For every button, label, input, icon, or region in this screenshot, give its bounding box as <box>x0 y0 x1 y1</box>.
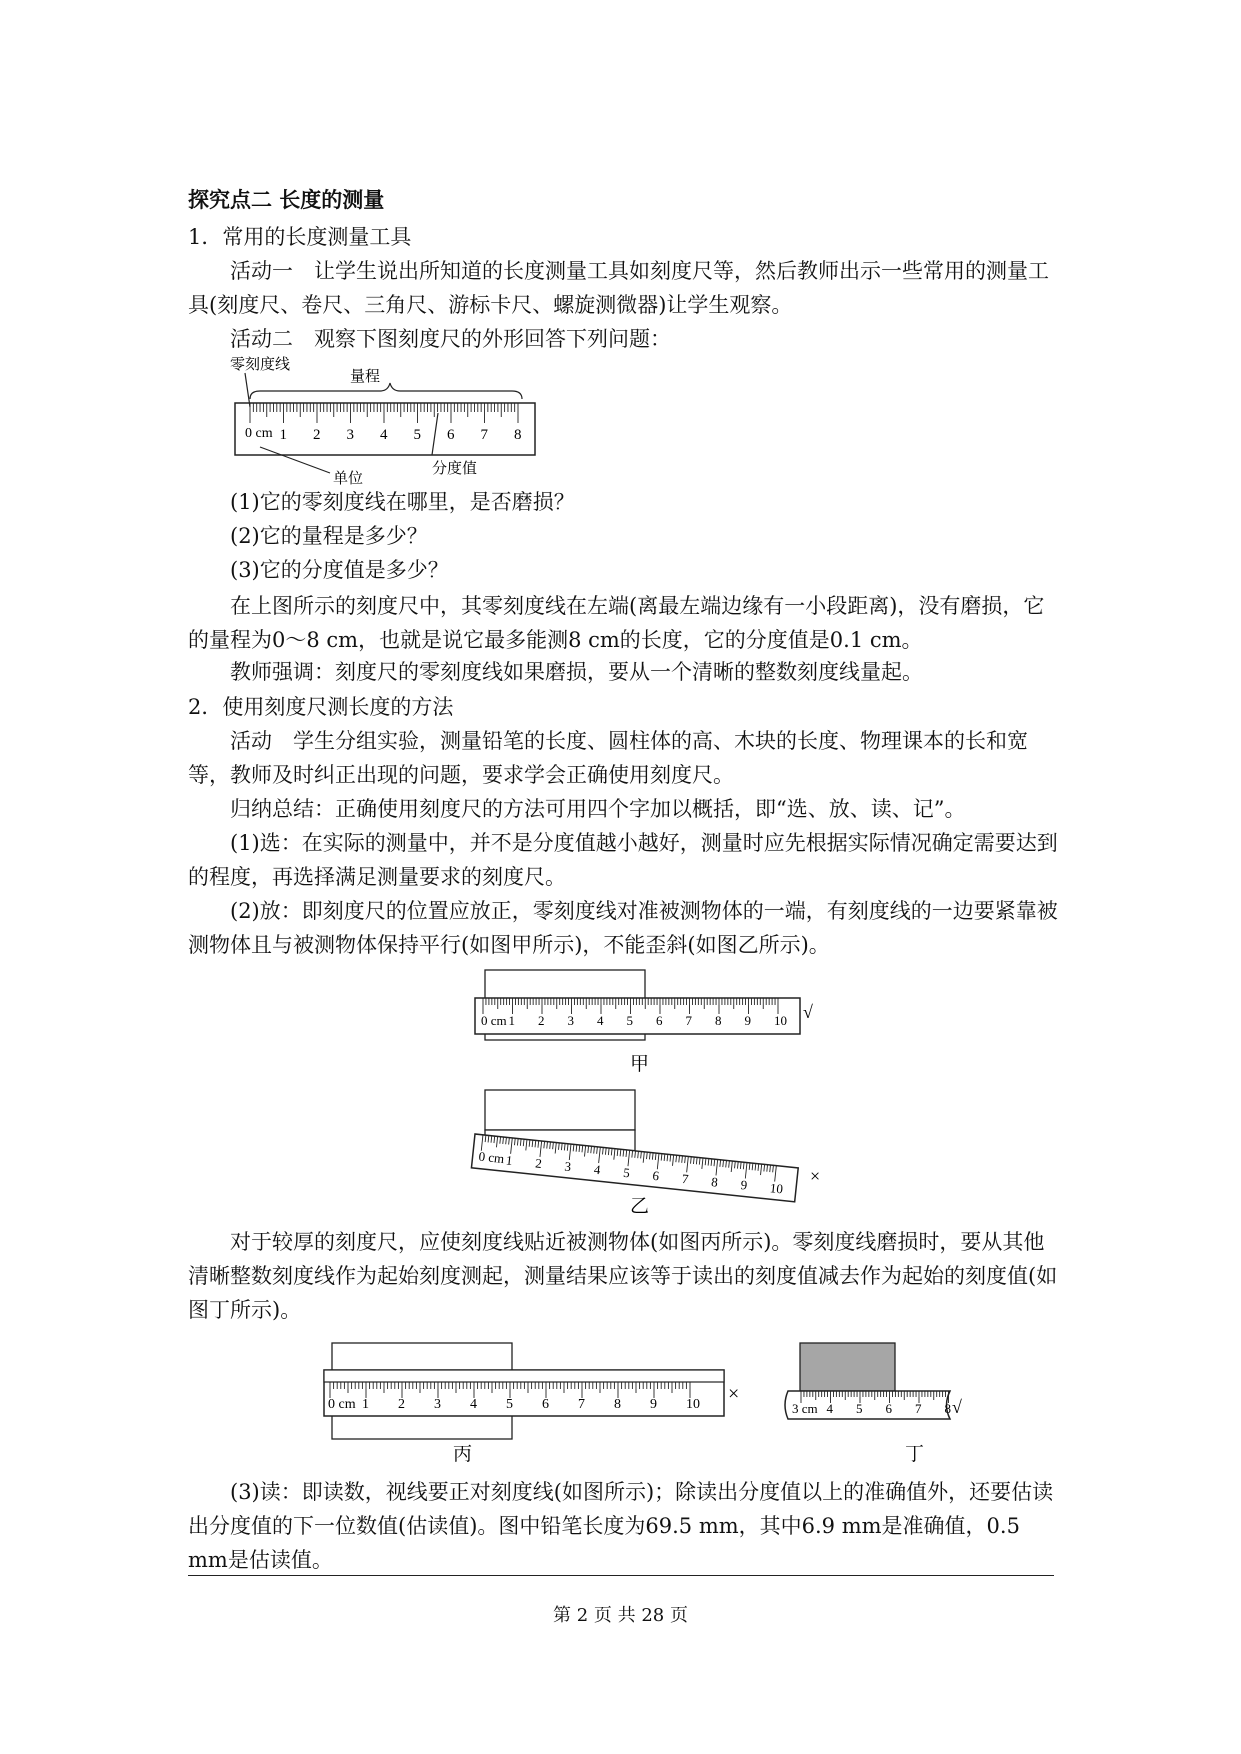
paragraph-summary: 归纳总结：正确使用刻度尺的方法可用四个字加以概括，即“选、放、读、记”。 <box>230 797 966 821</box>
ruler-number: 1 <box>279 427 287 443</box>
ruler-number: 6 <box>447 427 455 443</box>
ruler-number: 3 <box>346 427 354 443</box>
zero-line-label: 零刻度线 <box>230 357 291 373</box>
paragraph-place: (2)放：即刻度尺的位置应放正，零刻度线对准被测物体的一端，有刻度线的一边要紧靠被测物体且与被测物体保持平行(如图甲所示)，不能歪斜(如图乙所示)。 <box>188 899 1058 957</box>
gray-block <box>800 1343 895 1391</box>
wrong-mark: × <box>728 1383 740 1405</box>
ruler-number: 8 <box>614 1397 621 1412</box>
figure-ding <box>770 1335 980 1470</box>
zero-line-arrow <box>245 373 250 407</box>
section-title: 探究点二 长度的测量 <box>188 188 385 212</box>
ruler-number: 1 <box>505 1152 514 1169</box>
page-footer: 第 2 页 共 28 页 <box>553 1605 688 1626</box>
ruler-number: 6 <box>885 1401 892 1416</box>
figure-caption-ding: 丁 <box>905 1444 925 1465</box>
division-label: 分度值 <box>432 461 478 477</box>
heading-1: 1．常用的长度测量工具 <box>188 225 412 249</box>
correct-mark: √ <box>803 1002 813 1022</box>
ruler-number: 8 <box>944 1401 951 1416</box>
paragraph-teacher-note: 教师强调：刻度尺的零刻度线如果磨损，要从一个清晰的整数刻度线量起。 <box>230 660 923 684</box>
ruler-number: 5 <box>622 1164 631 1181</box>
figure-caption-bing: 丙 <box>453 1444 473 1465</box>
ruler-number: 7 <box>480 427 488 443</box>
ruler-top-face <box>324 1370 724 1382</box>
ruler-number: 8 <box>715 1013 722 1028</box>
range-bracket <box>250 383 522 399</box>
paragraph-select: (1)选：在实际的测量中，并不是分度值越小越好，测量时应先根据实际情况确定需要达到的程度，再选择满足测量要求的刻度尺。 <box>188 831 1058 889</box>
ruler-number: 1 <box>508 1013 515 1028</box>
ruler-number: 9 <box>650 1397 657 1412</box>
question-1: (1)它的零刻度线在哪里，是否磨损？ <box>230 490 575 514</box>
unit-label: 单位 <box>333 471 364 487</box>
ruler-number: 10 <box>686 1397 700 1412</box>
ruler-number: 2 <box>538 1013 545 1028</box>
question-3: (3)它的分度值是多少？ <box>230 558 449 582</box>
paragraph-answer: 在上图所示的刻度尺中，其零刻度线在左端(离最左端边缘有一小段距离)，没有磨损，它的量程为0～8 cm，也就是说它最多能测8 cm的长度，它的分度值是0.1 cm。 <box>188 594 1045 652</box>
ruler-unit-text: 0 cm <box>328 1397 356 1412</box>
footer-rule <box>188 1575 1054 1576</box>
ruler-number: 7 <box>681 1170 690 1187</box>
ruler-number: 2 <box>534 1155 543 1172</box>
paragraph-activity-1: 活动一 让学生说出所知道的长度测量工具如刻度尺等，然后教师出示一些常用的测量工具(刻度尺、卷尺、三角尺、游标卡尺、螺旋测微器)让学生观察。 <box>188 259 1049 317</box>
ruler-unit-text: 0 cm <box>477 1148 506 1167</box>
ruler-number: 9 <box>739 1177 748 1193</box>
ruler-number: 5 <box>856 1401 863 1416</box>
question-2: (2)它的量程是多少？ <box>230 524 428 548</box>
heading-2: 2．使用刻度尺测长度的方法 <box>188 695 454 719</box>
figure-caption-yi: 乙 <box>630 1196 650 1217</box>
ruler-number: 7 <box>915 1401 922 1416</box>
ruler-number: 3 <box>567 1013 574 1028</box>
ruler-number: 6 <box>651 1167 660 1184</box>
ruler-number: 10 <box>774 1013 787 1028</box>
ruler-number: 4 <box>826 1401 833 1416</box>
range-label: 量程 <box>350 369 381 385</box>
figure-yi <box>465 1082 835 1222</box>
figure-jia <box>465 960 835 1080</box>
ruler-unit-text: 0 cm <box>481 1013 507 1028</box>
ruler-number: 4 <box>470 1397 477 1412</box>
paragraph-read: (3)读：即读数，视线要正对刻度线(如图所示)；除读出分度值以上的准确值外，还要估读出分度值的下一位数值(估读值)。图中铅笔长度为69.5 mm，其中6.9 mm是准确值，0.5 mm是估读值。 <box>188 1480 1054 1572</box>
ruler-number: 9 <box>744 1013 751 1028</box>
paragraph-activity-3: 活动 学生分组实验，测量铅笔的长度、圆柱体的高、木块的长度、物理课本的长和宽等，教师及时纠正出现的问题，要求学会正确使用刻度尺。 <box>188 729 1028 787</box>
ruler-number: 5 <box>506 1397 513 1412</box>
ruler-number: 6 <box>656 1013 663 1028</box>
ruler-number: 6 <box>542 1397 549 1412</box>
paragraph-activity-2: 活动二 观察下图刻度尺的外形回答下列问题： <box>230 327 671 351</box>
ruler-number: 4 <box>597 1013 604 1028</box>
figure-caption-jia: 甲 <box>630 1054 650 1075</box>
block-top <box>485 1090 635 1130</box>
ruler-number: 3 <box>563 1158 572 1175</box>
ruler-unit-text: 0 cm <box>245 426 273 441</box>
ruler-number: 4 <box>380 427 388 443</box>
ruler-number: 3 <box>434 1397 441 1412</box>
ruler-number: 5 <box>413 427 421 443</box>
wrong-mark: × <box>810 1166 821 1186</box>
ruler-unit-text: 3 cm <box>792 1401 818 1416</box>
ruler-number: 2 <box>313 427 321 443</box>
ruler-number: 8 <box>710 1174 719 1190</box>
ruler-number: 1 <box>362 1397 369 1412</box>
ruler-number: 5 <box>626 1013 633 1028</box>
ruler-number: 2 <box>398 1397 405 1412</box>
figure-bing <box>320 1335 760 1470</box>
ruler-number: 8 <box>514 427 522 443</box>
ruler-number: 7 <box>685 1013 692 1028</box>
correct-mark: √ <box>952 1397 962 1417</box>
ruler-figure-1 <box>220 355 560 487</box>
ruler-number: 4 <box>593 1161 602 1178</box>
ruler-number: 10 <box>769 1180 784 1197</box>
ruler-number: 7 <box>578 1397 585 1412</box>
paragraph-thick-ruler: 对于较厚的刻度尺，应使刻度线贴近被测物体(如图丙所示)。零刻度线磨损时，要从其他清晰整数刻度线作为起始刻度测起，测量结果应该等于读出的刻度值减去作为起始的刻度值(如图丁所示)。 <box>188 1230 1058 1322</box>
